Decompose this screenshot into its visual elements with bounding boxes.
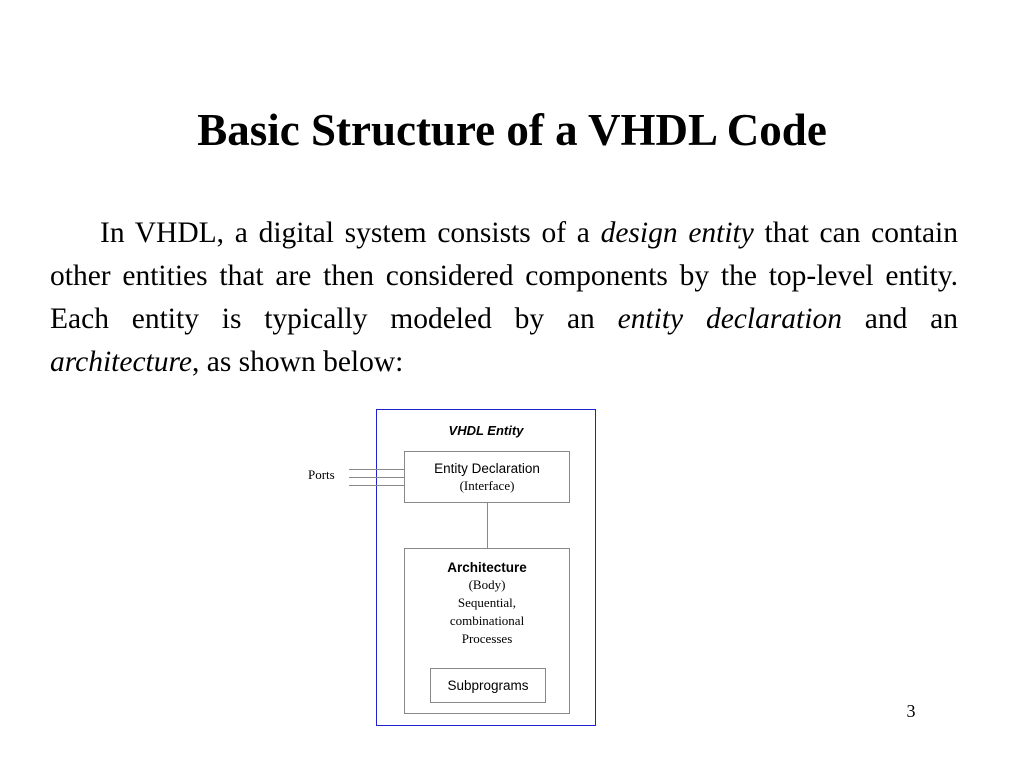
port-line bbox=[349, 485, 404, 486]
entity-declaration-box bbox=[404, 451, 570, 503]
architecture-line: combinational bbox=[449, 613, 525, 628]
paragraph-text: that can contain other entities that are then considered components by the top-level entity. Each entity is typically modeled by an bbox=[50, 217, 958, 335]
architecture-line: (Body) bbox=[468, 577, 506, 592]
intro-paragraph bbox=[50, 212, 958, 384]
slide-title: Basic Structure of a VHDL Code bbox=[197, 105, 827, 155]
vhdl-entity-label: VHDL Entity bbox=[448, 423, 524, 438]
term-architecture: architecture bbox=[50, 346, 192, 378]
architecture-line: Processes bbox=[461, 631, 513, 646]
paragraph-text: In VHDL, a digital system consists of a bbox=[100, 217, 601, 249]
architecture-line: Sequential, bbox=[457, 595, 517, 610]
term-design-entity: design entity bbox=[600, 217, 754, 249]
paragraph-text: and an bbox=[841, 303, 959, 335]
entity-declaration-title: Entity Declaration bbox=[434, 461, 540, 476]
declaration-architecture-connector bbox=[487, 503, 488, 549]
port-line bbox=[349, 477, 404, 478]
subprograms-box: Subprograms bbox=[430, 668, 546, 703]
architecture-title: Architecture bbox=[447, 560, 527, 575]
paragraph-text: , as shown below: bbox=[191, 346, 404, 378]
entity-declaration-subtitle: (Interface) bbox=[459, 478, 515, 493]
term-entity-declaration: entity declaration bbox=[617, 303, 842, 335]
page-number: 3 bbox=[906, 701, 916, 721]
ports-label: Ports bbox=[308, 467, 335, 482]
port-line bbox=[349, 469, 404, 470]
